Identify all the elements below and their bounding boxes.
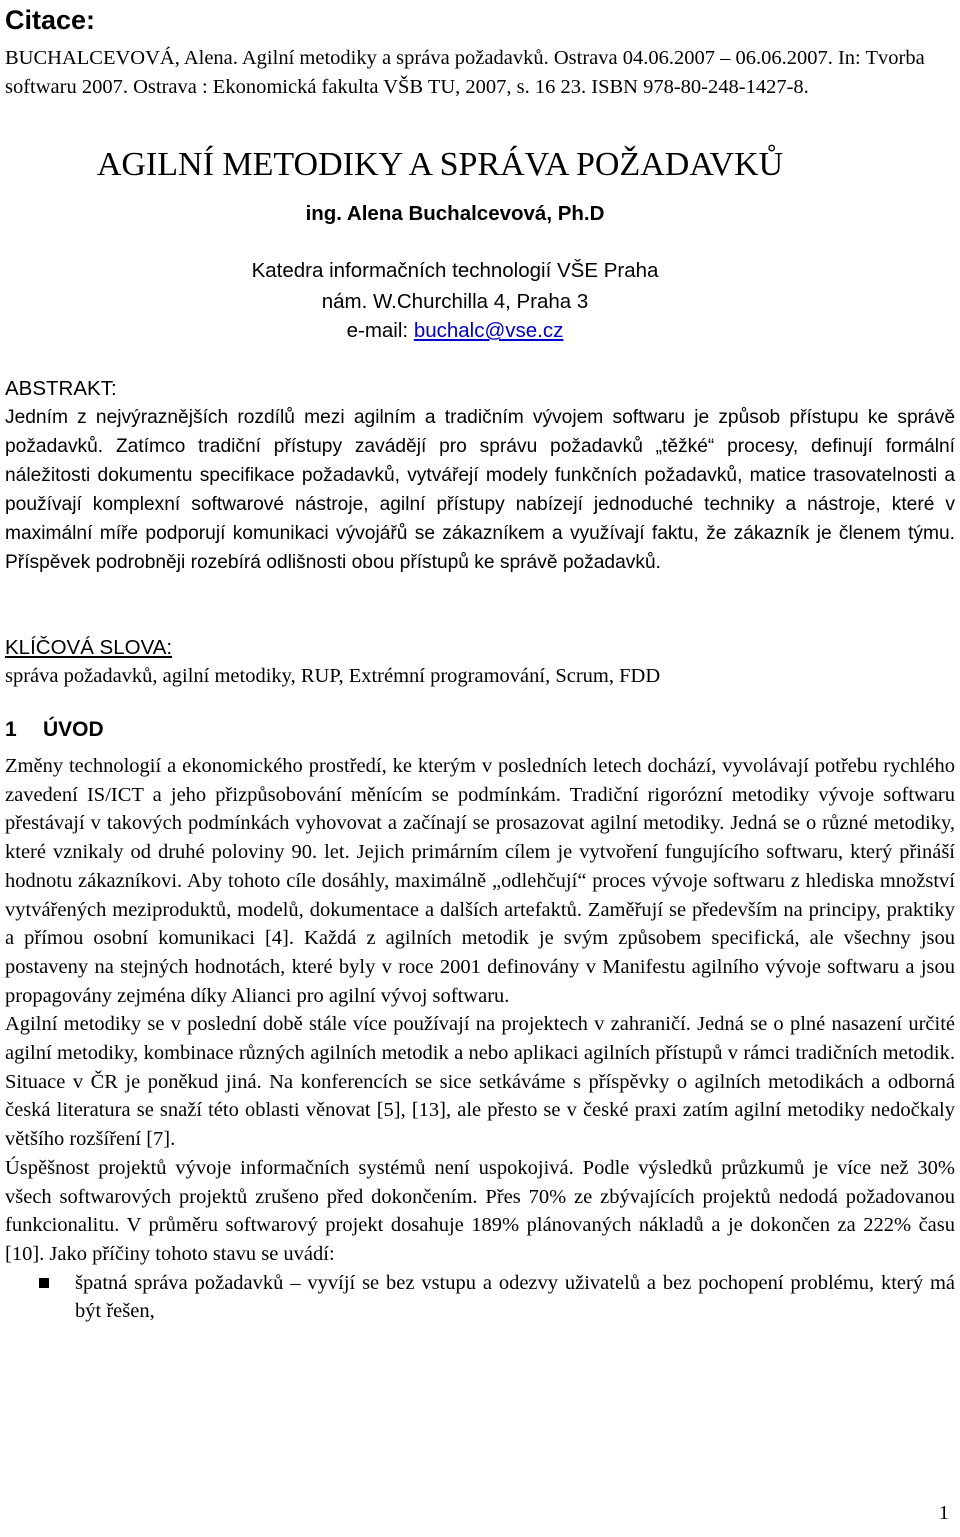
section-heading xyxy=(5,715,104,745)
bullet-text: špatná správa požadavků – vyvíjí se bez vstupu a odezvy uživatelů a bez pochopení problému, který má být řešen, xyxy=(75,1271,955,1323)
paper-title: AGILNÍ METODIKY A SPRÁVA POŽADAVKŮ xyxy=(96,146,784,183)
affiliation-line-1: Katedra informačních technologií VŠE Praha xyxy=(251,259,659,282)
author-name: ing. Alena Buchalcevová, Ph.D xyxy=(305,202,605,225)
keywords-text: správa požadavků, agilní metodiky, RUP, Extrémní programování, Scrum, FDD xyxy=(5,665,661,687)
paragraph: Úspěšnost projektů vývoje informačních systémů není uspokojivá. Podle výsledků průzkumů je více než 30% všech softwarových projektů zrušeno před dokončením. Přes 70% ze zbývajících projektů nedodá požadovanou funkcionalitu. V průměru softwarový projekt dosahuje 189% plánovaných nákladů a je dokončen za 222% času [10]. Jako příčiny tohoto stavu se uvádí: xyxy=(5,1156,955,1265)
citation-text: BUCHALCEVOVÁ, Alena. Agilní metodiky a správa požadavků. Ostrava 04.06.2007 – 06.06.2007. In: Tvorba softwaru 2007. Ostrava : Ekonomická fakulta VŠB TU, 2007, s. 16 23. ISBN 978-80-248-1427-8. xyxy=(5,47,925,98)
email-link[interactable]: buchalc@vse.cz xyxy=(413,319,564,342)
affiliation-line-2: nám. W.Churchilla 4, Praha 3 xyxy=(321,290,589,313)
section-number: 1 xyxy=(5,718,17,741)
paragraph: Agilní metodiky se v poslední době stále více používají na projektech v zahraničí. Jedná se o plné nasazení určité agilní metodiky, kombinace různých agilních metodik a nebo aplikaci agilních přístupů v rámci tradičních metodik. Situace v ČR je poněkud jiná. Na konferencích se sice setkáváme s příspěvky o agilních metodikách a odborná česká literatura se snaží této oblasti věnovat [5], [13], ale přesto se v české praxi zatím agilní metodiky nedočkaly většího rozšíření [7]. xyxy=(5,1013,955,1151)
page-number: 1 xyxy=(938,1502,949,1524)
bullet-list xyxy=(5,1269,955,1326)
square-bullet-icon xyxy=(39,1278,49,1288)
paragraph: Změny technologií a ekonomického prostředí, ke kterým v posledních letech dochází, vyvolávají potřebu rychlého zavedení IS/ICT a jeho přizpůsobování měnícím se podmínkám. Tradiční rigorózní metodiky vývoje softwaru přestávají v takových podmínkách vyhovovat a začínají se prosazovat agilní metodiky. Jedná se o různé metodiky, které vznikaly od druhé poloviny 90. let. Jejich primárním cílem je vytvoření fungujícího softwaru, který přináší hodnotu zákazníkovi. Aby tohoto cíle dosáhly, maximálně „odlehčují“ proces vývoje softwaru z hlediska množství vytvářených meziproduktů, modelů, dokumentace a dalších artefaktů. Zaměřují se především na principy, praktiky a přímou osobní komunikaci [4]. Každá z agilních metodik je svým způsobem specifická, ale všechny jsou postaveny na stejných hodnotách, které byly v roce 2001 definovány v Manifestu agilního vývoje softwaru a jsou propagovány zejména díky Alianci pro agilní vývoj softwaru. xyxy=(5,755,955,1007)
section-title: ÚVOD xyxy=(43,718,104,741)
bullet-item xyxy=(5,1269,955,1326)
affiliation-email-line xyxy=(5,315,955,347)
abstract-text: Jedním z nejvýraznějších rozdílů mezi agilním a tradičním vývojem softwaru je způsob přístupu ke správě požadavků. Zatímco tradiční přístupy zavádějí pro správu požadavků „těžké“ procesy, definují formální náležitosti dokumentu specifikace požadavků, vytvářejí modely funkčních požadavků, matice trasovatelnosti a používají komplexní softwarové nástroje, agilní přístupy nabízejí jednoduché techniky a nástroje, které v maximální míře podporují komunikaci vývojářů se zákazníkem a využívají faktu, že zákazník je členem týmu. Příspěvek podrobněji rozebírá odlišnosti obou přístupů ke správě požadavků. xyxy=(5,407,955,573)
email-label: e-mail: xyxy=(346,319,414,342)
citation-heading: Citace: xyxy=(5,5,96,35)
keywords-label: KLÍČOVÁ SLOVA: xyxy=(5,636,173,659)
body-text xyxy=(5,752,955,1326)
abstract-label: ABSTRAKT: xyxy=(5,377,117,400)
document-page xyxy=(5,0,955,1537)
